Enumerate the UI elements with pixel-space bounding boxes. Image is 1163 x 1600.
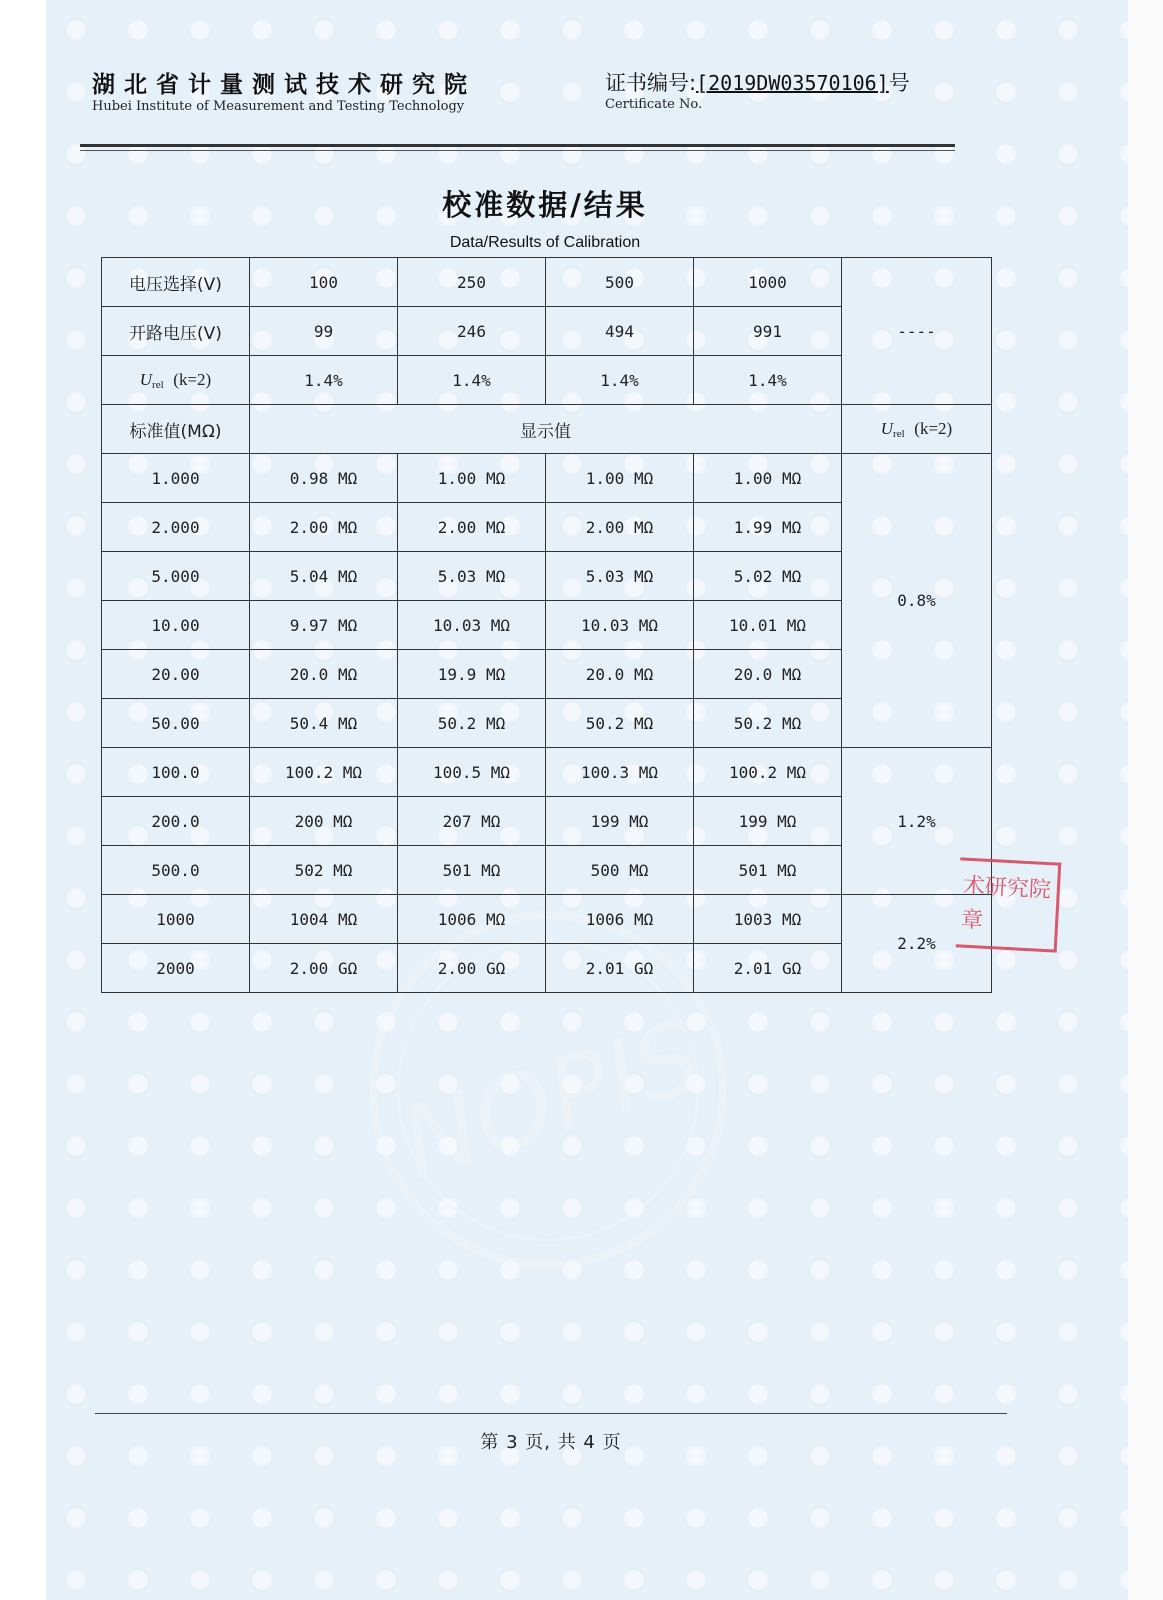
measurement-row [102,895,992,944]
display-value-cell: 2.00 GΩ [398,944,546,993]
standard-value-cell: 50.00 [102,699,250,748]
display-value-cell: 9.97 MΩ [250,601,398,650]
display-value-cell: 50.4 MΩ [250,699,398,748]
red-seal-stamp [956,857,1062,952]
standard-value-cell: 20.00 [102,650,250,699]
display-value-cell: 100.2 MΩ [250,748,398,797]
display-value-cell: 10.01 MΩ [694,601,842,650]
display-value-cell: 0.98 MΩ [250,454,398,503]
display-value-cell: 50.2 MΩ [694,699,842,748]
display-value-cell: 100.3 MΩ [546,748,694,797]
scan-margin [1128,0,1163,1600]
open-circuit-cell: 246 [398,307,546,356]
header-rule-thin [80,150,955,151]
display-value-cell: 19.9 MΩ [398,650,546,699]
cert-number: [2019DW03570106] [696,71,889,95]
voltage-cell: 100 [250,258,398,307]
institute-name-cn: 湖北省计量测试技术研究院 [92,72,476,98]
urel-cell: 1.4% [250,356,398,405]
display-value-cell: 1.00 MΩ [398,454,546,503]
stamp-text-1: 术研究院 [962,873,1052,904]
top-right-dash: ---- [842,258,992,405]
display-value-cell: 1.99 MΩ [694,503,842,552]
display-value-cell: 100.5 MΩ [398,748,546,797]
display-value-cell: 5.04 MΩ [250,552,398,601]
display-value-cell: 2.00 MΩ [546,503,694,552]
cert-label: 证书编号: [605,71,697,95]
standard-value-label: 标准值(MΩ) [102,405,250,454]
display-value-cell: 10.03 MΩ [398,601,546,650]
display-value-label: 显示值 [250,405,842,454]
certificate-label-en: Certificate No. [605,97,703,112]
standard-value-cell: 2000 [102,944,250,993]
display-value-cell: 200 MΩ [250,797,398,846]
display-value-cell: 2.01 GΩ [694,944,842,993]
display-value-cell: 5.03 MΩ [546,552,694,601]
stamp-text-2: 章 [960,907,984,934]
display-value-cell: 1006 MΩ [546,895,694,944]
certificate-number-line [605,67,910,97]
urel-cell: 1.4% [546,356,694,405]
standard-value-cell: 5.000 [102,552,250,601]
standard-value-cell: 2.000 [102,503,250,552]
calibration-table [101,257,992,993]
urel-cell: 1.4% [694,356,842,405]
display-value-cell: 2.01 GΩ [546,944,694,993]
open-circuit-cell: 494 [546,307,694,356]
standard-value-cell: 100.0 [102,748,250,797]
display-header-row [102,405,992,454]
uncertainty-cell: 0.8% [842,454,992,748]
voltage-row [102,258,992,307]
display-value-cell: 5.02 MΩ [694,552,842,601]
standard-value-cell: 200.0 [102,797,250,846]
page-number: 第 3 页, 共 4 页 [480,1432,622,1453]
institute-name-en: Hubei Institute of Measurement and Testing Technology [92,99,465,114]
header-rule-thick [80,144,955,147]
open-circuit-cell: 99 [250,307,398,356]
uncertainty-cell: 1.2% [842,748,992,895]
display-value-cell: 20.0 MΩ [694,650,842,699]
display-value-cell: 502 MΩ [250,846,398,895]
display-value-cell: 2.00 MΩ [250,503,398,552]
display-value-cell: 199 MΩ [546,797,694,846]
display-value-cell: 10.03 MΩ [546,601,694,650]
display-value-cell: 199 MΩ [694,797,842,846]
measurement-row [102,748,992,797]
display-value-cell: 20.0 MΩ [546,650,694,699]
display-value-cell: 2.00 MΩ [398,503,546,552]
display-value-cell: 20.0 MΩ [250,650,398,699]
display-value-cell: 500 MΩ [546,846,694,895]
urel-cell: 1.4% [398,356,546,405]
voltage-label: 电压选择(V) [102,258,250,307]
page-subtitle: Data/Results of Calibration [449,234,641,251]
display-value-cell: 2.00 GΩ [250,944,398,993]
display-value-cell: 100.2 MΩ [694,748,842,797]
standard-value-cell: 500.0 [102,846,250,895]
watermark-text: NOPIS [387,996,716,1204]
display-value-cell: 501 MΩ [398,846,546,895]
display-value-cell: 501 MΩ [694,846,842,895]
open-circuit-label: 开路电压(V) [102,307,250,356]
page-title: 校准数据/结果 [442,188,648,222]
open-circuit-cell: 991 [694,307,842,356]
cert-suffix: 号 [888,71,910,95]
voltage-cell: 1000 [694,258,842,307]
standard-value-cell: 1.000 [102,454,250,503]
standard-value-cell: 1000 [102,895,250,944]
urel-label: Urel (k=2) [102,356,250,405]
footer-rule [95,1413,1007,1414]
display-value-cell: 207 MΩ [398,797,546,846]
voltage-cell: 500 [546,258,694,307]
display-value-cell: 1.00 MΩ [694,454,842,503]
display-value-cell: 1003 MΩ [694,895,842,944]
display-value-cell: 1004 MΩ [250,895,398,944]
urel-header: Urel (k=2) [842,405,992,454]
uncertainty-cell: 2.2% [842,895,992,993]
measurement-row [102,454,992,503]
display-value-cell: 50.2 MΩ [546,699,694,748]
voltage-cell: 250 [398,258,546,307]
display-value-cell: 1006 MΩ [398,895,546,944]
display-value-cell: 5.03 MΩ [398,552,546,601]
display-value-cell: 1.00 MΩ [546,454,694,503]
standard-value-cell: 10.00 [102,601,250,650]
display-value-cell: 50.2 MΩ [398,699,546,748]
